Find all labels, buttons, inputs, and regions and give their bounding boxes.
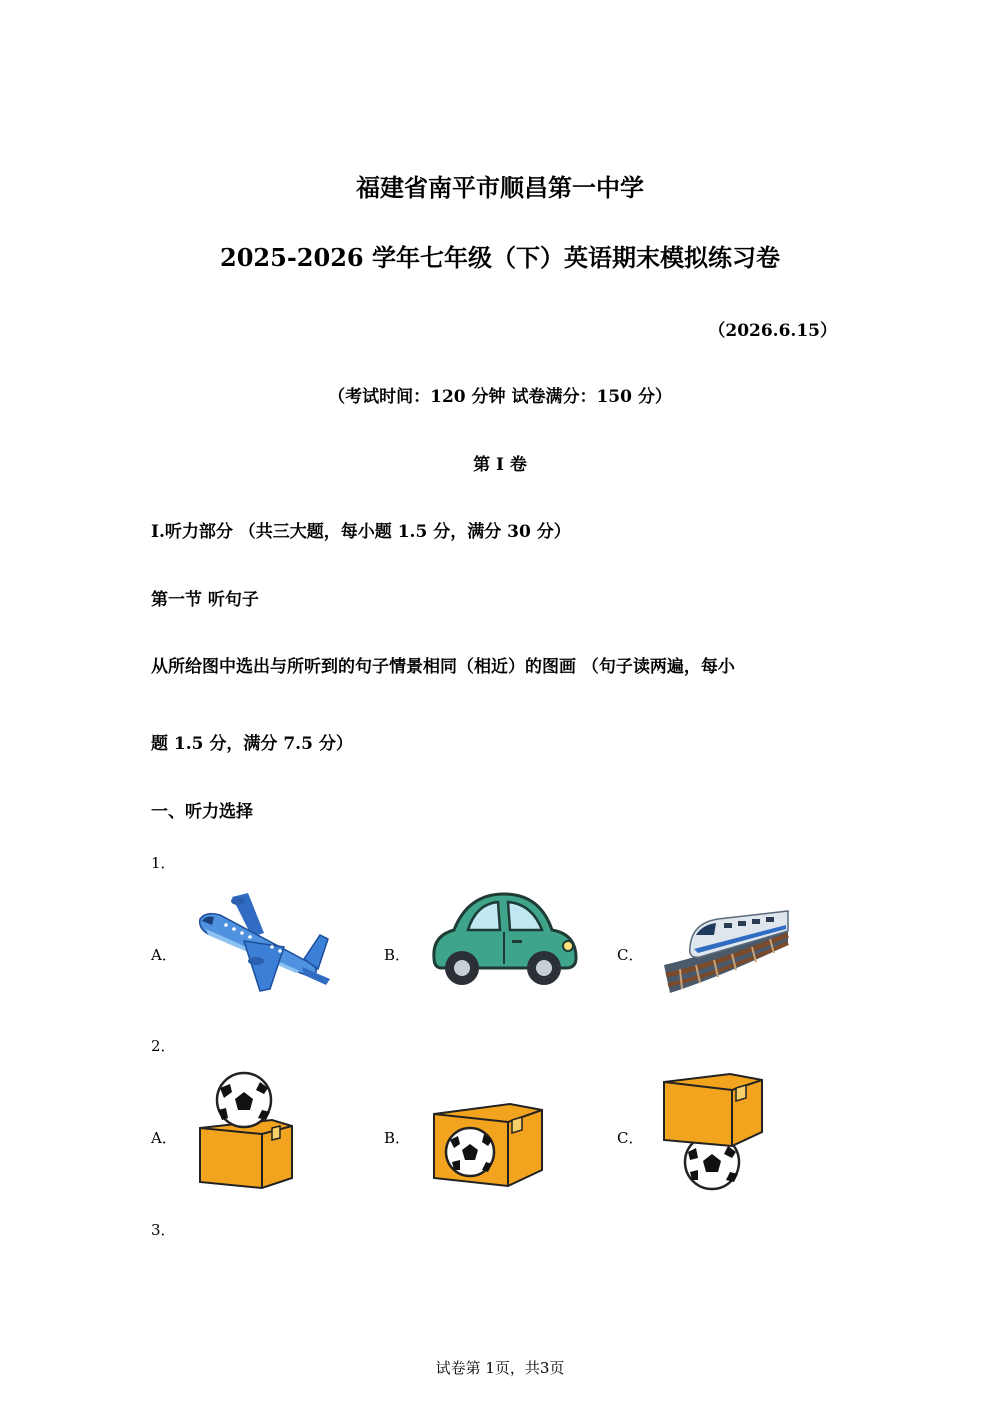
ball-in-box-image [430, 1100, 546, 1190]
ball-under-box-image [660, 1072, 766, 1192]
ball-on-box-image [196, 1070, 296, 1192]
question-number: 2． [151, 1037, 176, 1055]
instruction-line-1: 从所给图中选出与所听到的句子情景相同（相近）的图画 （句子读两遍，每小 [151, 657, 735, 677]
part-title: 一、听力选择 [151, 802, 253, 822]
page-footer: 试卷第 1页，共3页 [435, 1359, 565, 1377]
question-number: 3． [151, 1221, 176, 1239]
instruction-line-2: 题 1.5 分，满分 7.5 分） [151, 734, 353, 754]
listening-section-title: I.听力部分 （共三大题，每小题 1.5 分，满分 30 分） [151, 522, 571, 542]
school-name: 福建省南平市顺昌第一中学 [356, 173, 644, 202]
option-label: A． [151, 1129, 177, 1147]
option-label: C． [617, 946, 644, 964]
exam-info: （考试时间：120 分钟 试卷满分：150 分） [328, 387, 672, 407]
high-speed-train-image [660, 905, 790, 993]
volume-title: 第 I 卷 [473, 455, 527, 475]
option-label: B． [384, 946, 411, 964]
option-label: C． [617, 1129, 644, 1147]
paper-title: 2025-2026 学年七年级（下）英语期末模拟练习卷 [220, 243, 780, 272]
airplane-image [192, 885, 334, 995]
subsection-title: 第一节 听句子 [151, 590, 259, 610]
exam-date: （2026.6.15） [708, 321, 837, 341]
car-image [428, 888, 580, 992]
option-label: A． [151, 946, 177, 964]
option-label: B． [384, 1129, 411, 1147]
question-number: 1． [151, 854, 176, 872]
